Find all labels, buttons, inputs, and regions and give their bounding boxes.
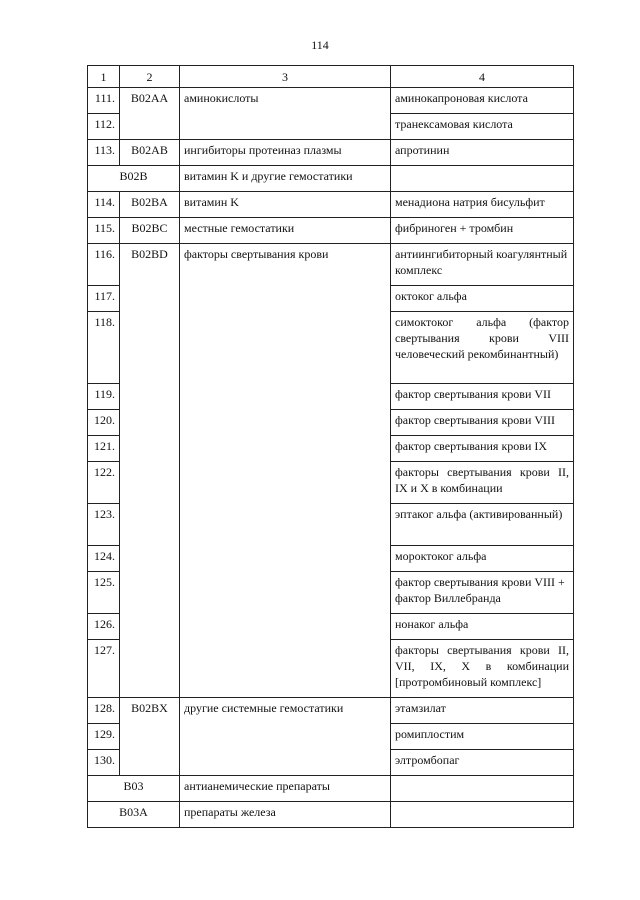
drug-name: эптаког альфа (активированный)	[391, 504, 574, 546]
row-number: 121.	[88, 436, 120, 462]
row-number: 115.	[88, 218, 120, 244]
table-row	[88, 88, 574, 114]
row-number: 117.	[88, 286, 120, 312]
atc-code: B02BA	[120, 192, 180, 218]
column-header-1: 1	[88, 66, 120, 88]
group-name: препараты железа	[180, 802, 391, 828]
drug-name: симоктоког альфа (фактор свертывания крови VIII человеческий рекомбинантный)	[391, 312, 574, 384]
group-name: другие системные гемостатики	[180, 698, 391, 776]
group-name: антианемические препараты	[180, 776, 391, 802]
atc-code: B02BX	[120, 698, 180, 776]
atc-code: B02BD	[120, 244, 180, 698]
row-number: 122.	[88, 462, 120, 504]
column-header-2: 2	[120, 66, 180, 88]
row-number: 129.	[88, 724, 120, 750]
drug-table	[87, 65, 574, 828]
row-number: 124.	[88, 546, 120, 572]
drug-name: аминокапроновая кислота	[391, 88, 574, 114]
drug-name	[391, 802, 574, 828]
table-row	[88, 218, 574, 244]
drug-name: октоког альфа	[391, 286, 574, 312]
row-number: 120.	[88, 410, 120, 436]
row-number: 130.	[88, 750, 120, 776]
row-number: 111.	[88, 88, 120, 114]
row-number: 123.	[88, 504, 120, 546]
row-number: 112.	[88, 114, 120, 140]
row-number: 126.	[88, 614, 120, 640]
drug-name: факторы свертывания крови II, VII, IX, X в комбинации [протромбиновый комплекс]	[391, 640, 574, 698]
atc-code: B02B	[88, 166, 180, 192]
drug-name: этамзилат	[391, 698, 574, 724]
drug-name: ромиплостим	[391, 724, 574, 750]
drug-name: фактор свертывания крови VII	[391, 384, 574, 410]
drug-name: элтромбопаг	[391, 750, 574, 776]
atc-code: B03A	[88, 802, 180, 828]
row-number: 114.	[88, 192, 120, 218]
group-name: витамин K и другие гемостатики	[180, 166, 391, 192]
row-number: 127.	[88, 640, 120, 698]
table-row	[88, 244, 574, 286]
table-row	[88, 192, 574, 218]
drug-name: транексамовая кислота	[391, 114, 574, 140]
page-number: 114	[311, 38, 329, 52]
drug-name	[391, 166, 574, 192]
atc-code: B02AA	[120, 88, 180, 140]
table-header-row	[88, 66, 574, 88]
row-number: 125.	[88, 572, 120, 614]
column-header-3: 3	[180, 66, 391, 88]
row-number: 119.	[88, 384, 120, 410]
table-row	[88, 802, 574, 828]
drug-name: факторы свертывания крови II, IX и X в комбинации	[391, 462, 574, 504]
drug-name: антиингибиторный коагулянтный комплекс	[391, 244, 574, 286]
drug-name: апротинин	[391, 140, 574, 166]
drug-name: фактор свертывания крови IX	[391, 436, 574, 462]
drug-name: фибриноген + тромбин	[391, 218, 574, 244]
group-name: ингибиторы протеиназ плазмы	[180, 140, 391, 166]
group-name: местные гемостатики	[180, 218, 391, 244]
group-name: аминокислоты	[180, 88, 391, 140]
group-name: факторы свертывания крови	[180, 244, 391, 698]
table-row	[88, 776, 574, 802]
row-number: 113.	[88, 140, 120, 166]
atc-code: B02BC	[120, 218, 180, 244]
drug-name: мороктоког альфа	[391, 546, 574, 572]
row-number: 118.	[88, 312, 120, 384]
table-row	[88, 140, 574, 166]
drug-name	[391, 776, 574, 802]
atc-code: B02AB	[120, 140, 180, 166]
row-number: 128.	[88, 698, 120, 724]
atc-code: B03	[88, 776, 180, 802]
drug-name: нонаког альфа	[391, 614, 574, 640]
drug-name: менадиона натрия бисульфит	[391, 192, 574, 218]
column-header-4: 4	[391, 66, 574, 88]
table-row	[88, 698, 574, 724]
drug-name: фактор свертывания крови VIII	[391, 410, 574, 436]
group-name: витамин K	[180, 192, 391, 218]
drug-name: фактор свертывания крови VIII + фактор Виллебранда	[391, 572, 574, 614]
row-number: 116.	[88, 244, 120, 286]
table-row	[88, 166, 574, 192]
